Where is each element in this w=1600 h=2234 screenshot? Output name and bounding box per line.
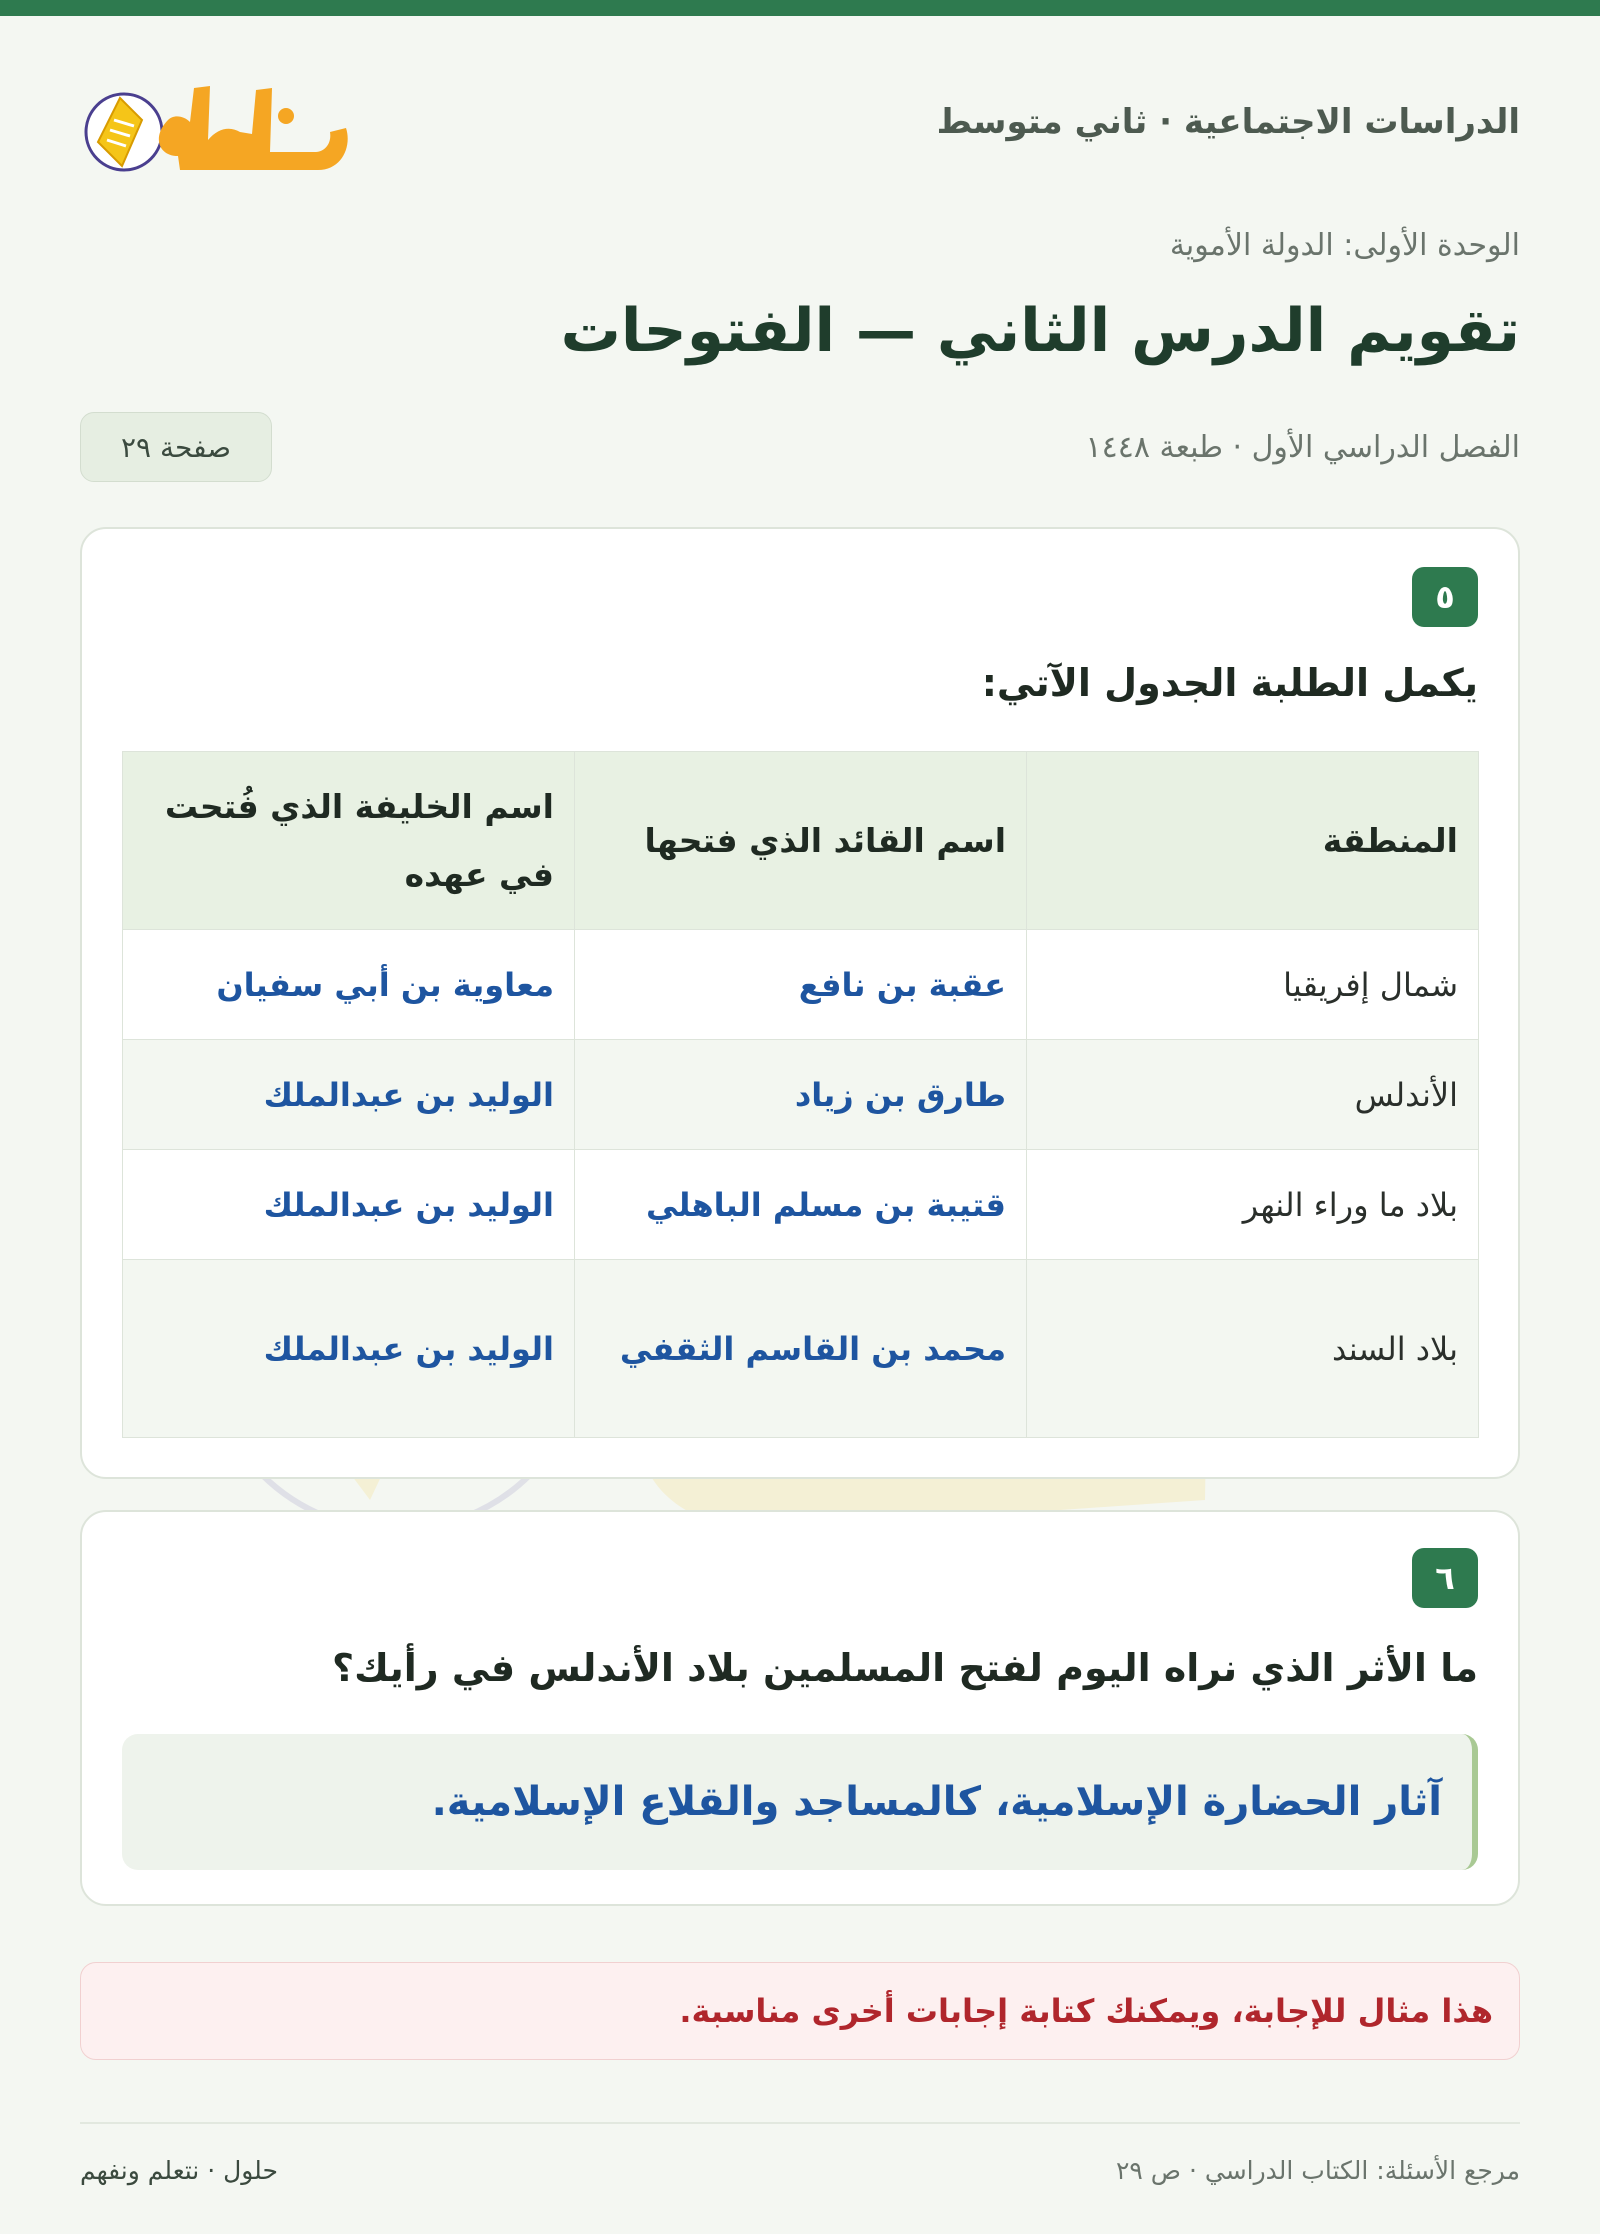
table-row: [123, 1150, 1479, 1260]
footer-brand: حلول · نتعلم ونفهم: [80, 2156, 278, 2185]
leader-cell: طارق بن زياد: [575, 1040, 1027, 1150]
page-header: [80, 70, 1520, 180]
table-header-row: [123, 752, 1479, 930]
column-header-region: المنطقة: [1027, 752, 1479, 930]
footer-divider: [80, 2122, 1520, 2124]
question-card-6: [80, 1510, 1520, 1906]
subject-title: الدراسات الاجتماعية · ثاني متوسط: [936, 102, 1520, 142]
footer-reference: مرجع الأسئلة: الكتاب الدراسي · ص ٢٩: [1115, 2156, 1520, 2185]
caliph-cell: الوليد بن عبدالملك: [123, 1040, 575, 1150]
region-cell: بلاد ما وراء النهر: [1027, 1150, 1479, 1260]
leader-cell: محمد بن القاسم الثقفي: [575, 1260, 1027, 1438]
question-card-5: [80, 527, 1520, 1479]
term-edition-label: الفصل الدراسي الأول · طبعة ١٤٤٨: [1085, 430, 1520, 465]
page-number-badge: صفحة ٢٩: [80, 412, 272, 482]
column-header-leader: اسم القائد الذي فتحها: [575, 752, 1027, 930]
caliph-cell: الوليد بن عبدالملك: [123, 1150, 575, 1260]
conquests-table: [122, 751, 1479, 1438]
table-row: [123, 1260, 1479, 1438]
question-number-badge: ٥: [1412, 567, 1478, 627]
question-text: ما الأثر الذي نراه اليوم لفتح المسلمين بلاد الأندلس في رأيك؟: [332, 1646, 1478, 1690]
leader-cell: عقبة بن نافع: [575, 930, 1027, 1040]
page-title: تقويم الدرس الثاني — الفتوحات: [560, 296, 1520, 366]
unit-label: الوحدة الأولى: الدولة الأموية: [1169, 228, 1520, 263]
answer-note: هذا مثال للإجابة، ويمكنك كتابة إجابات أخرى مناسبة.: [80, 1962, 1520, 2060]
question-text: يكمل الطلبة الجدول الآتي:: [981, 661, 1478, 705]
top-accent-bar: [0, 0, 1600, 16]
caliph-cell: معاوية بن أبي سفيان: [123, 930, 575, 1040]
table-row: [123, 930, 1479, 1040]
caliph-cell: الوليد بن عبدالملك: [123, 1260, 575, 1438]
hulul-logo: [80, 70, 370, 180]
region-cell: الأندلس: [1027, 1040, 1479, 1150]
leader-cell: قتيبة بن مسلم الباهلي: [575, 1150, 1027, 1260]
answer-box: آثار الحضارة الإسلامية، كالمساجد والقلاع الإسلامية.: [122, 1734, 1478, 1870]
table-row: [123, 1040, 1479, 1150]
region-cell: شمال إفريقيا: [1027, 930, 1479, 1040]
column-header-caliph: اسم الخليفة الذي فُتحت في عهده: [123, 752, 575, 930]
question-number-badge: ٦: [1412, 1548, 1478, 1608]
region-cell: بلاد السند: [1027, 1260, 1479, 1438]
